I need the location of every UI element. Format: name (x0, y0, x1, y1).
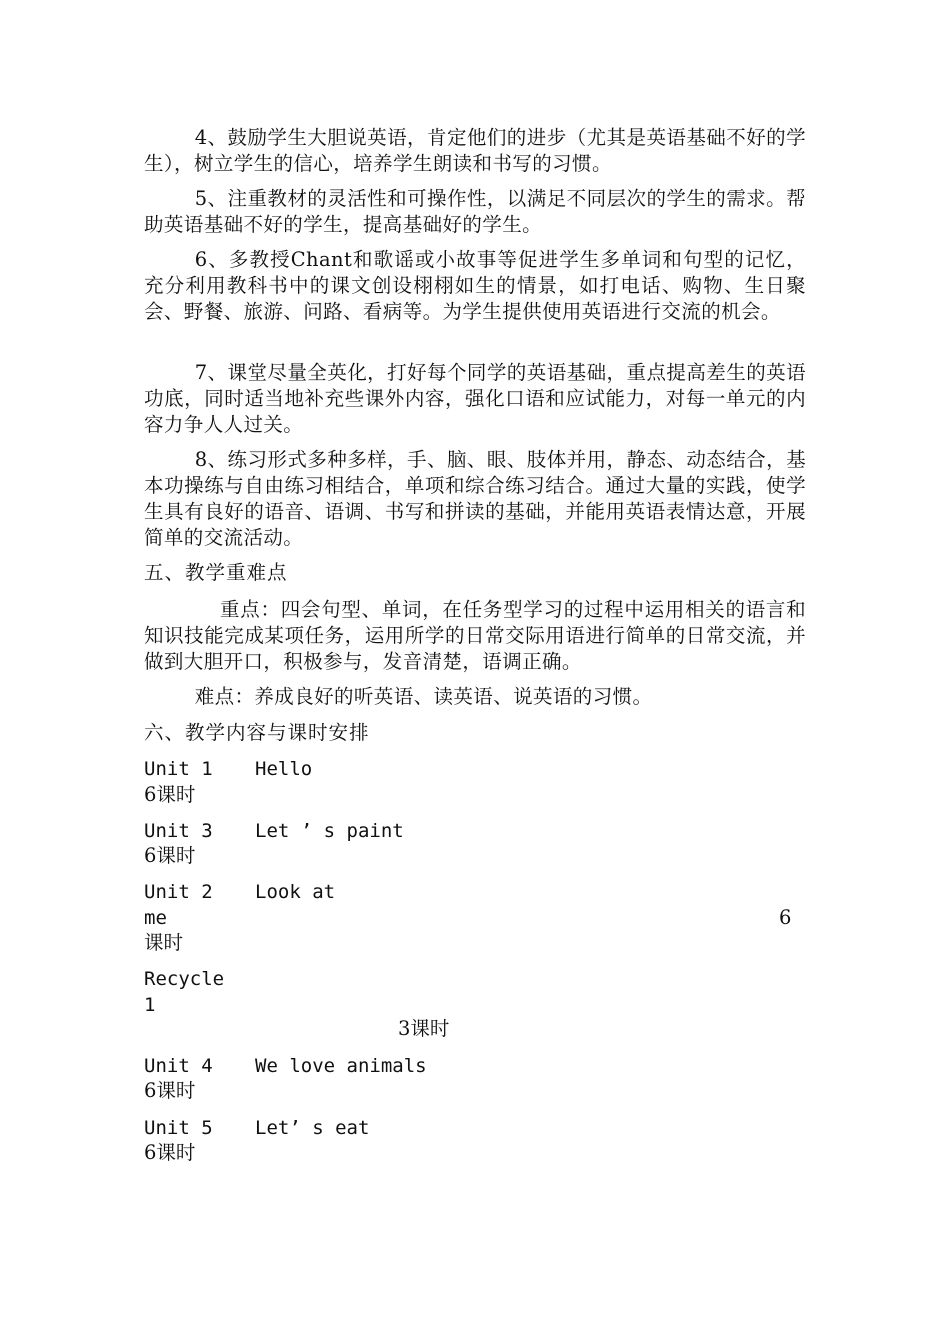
paragraph-7: 7、课堂尽量全英化，打好每个同学的英语基础，重点提高差生的英语功底，同时适当地补充些课外内容，强化口语和应试能力，对每一单元的内容力争人人过关。 (144, 361, 806, 436)
unit-name: Unit 2 (144, 881, 213, 903)
unit-title: Hello (255, 758, 313, 780)
unit-hours: 6课时 (144, 783, 196, 806)
unit-title-continued: me (144, 907, 167, 929)
unit-name-continued: 1 (144, 994, 156, 1016)
unit-title: Let ’ s paint (255, 820, 404, 842)
section-heading-5: 五、教学重难点 (144, 561, 288, 584)
key-point-paragraph: 重点：四会句型、单词，在任务型学习的过程中运用相关的语言和知识技能完成某项任务，运用所学的日常交际用语进行简单的日常交流，并做到大胆开口，积极参与，发音清楚，语调正确。 (144, 598, 806, 673)
unit-title: Let’ s eat (255, 1117, 370, 1139)
unit-hours-unit: 课时 (144, 931, 184, 954)
difficult-point-paragraph: 难点：养成良好的听英语、读英语、说英语的习惯。 (194, 685, 653, 708)
unit-name: Unit 3 (144, 820, 213, 842)
unit-name: Unit 1 (144, 758, 213, 780)
paragraph-8: 8、练习形式多种多样，手、脑、眼、肢体并用，静态、动态结合，基本功操练与自由练习相结合，单项和综合练习结合。通过大量的实践，使学生具有良好的语音、语调、书写和拼读的基础，并能用英语表情达意，开展简单的交流活动。 (144, 448, 806, 549)
unit-hours: 6课时 (144, 1141, 196, 1164)
unit-hours-number: 6 (779, 906, 792, 929)
unit-name: Unit 5 (144, 1117, 213, 1139)
paragraph-6: 6、多教授Chant和歌谣或小故事等促进学生多单词和句型的记忆，充分利用教科书中的课文创设栩栩如生的情景，如打电话、购物、生日聚会、野餐、旅游、问路、看病等。为学生提供使用英语进行交流的机会。 (144, 248, 806, 323)
unit-hours: 3课时 (398, 1017, 450, 1040)
unit-hours: 6课时 (144, 844, 196, 867)
unit-title: Look at (255, 881, 336, 903)
paragraph-4: 4、鼓励学生大胆说英语，肯定他们的进步（尤其是英语基础不好的学生），树立学生的信心，培养学生朗读和书写的习惯。 (144, 126, 806, 175)
section-heading-6: 六、教学内容与课时安排 (144, 721, 370, 744)
unit-hours: 6课时 (144, 1079, 196, 1102)
unit-name: Unit 4 (144, 1055, 213, 1077)
unit-title: We love animals (255, 1055, 427, 1077)
unit-name: Recycle (144, 968, 225, 990)
paragraph-5: 5、注重教材的灵活性和可操作性，以满足不同层次的学生的需求。帮助英语基础不好的学生，提高基础好的学生。 (144, 187, 806, 236)
